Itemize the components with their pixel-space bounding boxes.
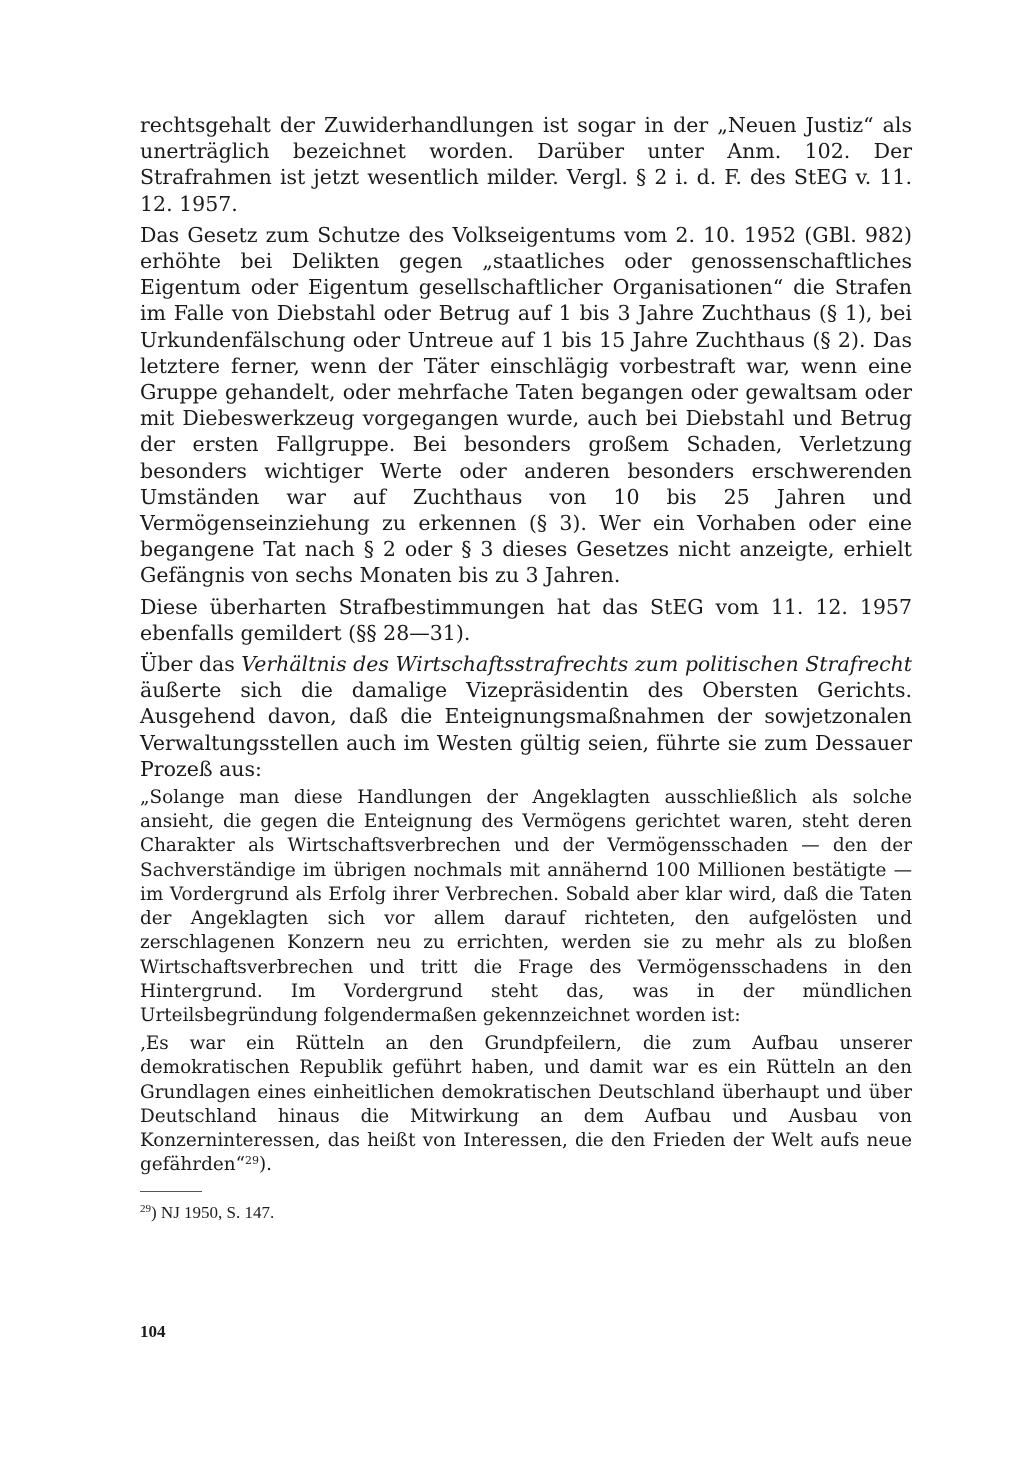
paragraph-steg-mitigation: Diese überharten Strafbestimmungen hat das StEG vom 11. 12. 1957 ebenfalls gemildert (§§ 28—31). xyxy=(140,594,912,645)
inner-quote-text: ‚Es war ein Rütteln an den Grundpfeilern, die zum Aufbau unserer demokratischen Republik geführt haben, und damit war es ein Rütteln an den Grundlagen eines einheitlichen demokratischen Deutschland überhaupt und über Deutschland hinaus die Mitwirkung an dem Aufbau und Ausbau von Konzerninteressen, das heißt von Interessen, die den Frieden der Welt aufs neue gefährden“ xyxy=(140,1033,912,1176)
para4-italic-phrase: Verhältnis des Wirtschaftsstrafrechts zum politischen Strafrecht xyxy=(241,652,913,677)
footnote-divider xyxy=(140,1191,202,1192)
footnote xyxy=(140,1202,912,1224)
footnote-reference: 29 xyxy=(244,1154,259,1168)
block-quote-dessau: „Solange man diese Handlungen der Angeklagten ausschließlich als solche ansieht, die gegen die Enteignung des Vermögens gerichtet waren, steht deren Charakter als Wirtschaftsverbrechen und der Vermögensschaden — den der Sachverständige im übrigen nochmals mit annähernd 100 Millionen bestätigte — im Vordergrund als Erfolg ihrer Verbrechen. Sobald aber klar wird, daß die Taten der Angeklagten sich vor allem darauf richteten, den aufgelösten und zerschlagenen Konzern neu zu errichten, werden sie zu mehr als zu bloßen Wirtschaftsverbrechen und tritt die Frage des Vermögensschadens in den Hintergrund. Im Vordergrund steht das, was in der mündlichen Urteilsbegründung folgendermaßen gekennzeichnet worden ist: xyxy=(140,787,912,1026)
footnote-marker: 29 xyxy=(140,1203,151,1216)
para4-rest: äußerte sich die damalige Vizepräsidentin des Obersten Gerichts. Ausgehend davon, daß die Enteignungsmaßnahmen der sowjetzonalen Verwaltungsstellen auch im Westen gültig seien, führte sie zum Dessauer Prozeß aus: xyxy=(140,678,912,781)
footnote-text: ) NJ 1950, S. 147. xyxy=(151,1203,275,1223)
paragraph-continuation: rechtsgehalt der Zuwiderhandlungen ist sogar in der „Neuen Justiz“ als unerträglich bezeichnet worden. Darüber unter Anm. 102. Der Strafrahmen ist jetzt wesentlich milder. Vergl. § 2 i. d. F. des StEG v. 11. 12. 1957. xyxy=(140,113,912,216)
block-quote-inner xyxy=(140,1032,912,1177)
para4-lead: Über das xyxy=(140,652,242,677)
paragraph-economic-vs-political xyxy=(140,651,912,782)
paragraph-volkseigentum-law: Das Gesetz zum Schutze des Volkseigentums vom 2. 10. 1952 (GBl. 982) erhöhte bei Delikten gegen „staatliches oder genossenschaftliches Eigentum oder Eigentum gesellschaftlicher Organisationen“ die Strafen im Falle von Diebstahl oder Betrug auf 1 bis 3 Jahre Zuchthaus (§ 1), bei Urkundenfälschung oder Untreue auf 1 bis 15 Jahre Zuchthaus (§ 2). Das letztere ferner, wenn der Täter einschlägig vorbestraft war, wenn eine Gruppe gehandelt, oder mehrfache Taten begangen oder gewaltsam oder mit Diebeswerkzeug vorgegangen wurde, auch bei Diebstahl und Betrug der ersten Fallgruppe. Bei besonders großem Schaden, Verletzung besonders wichtiger Werte oder anderen besonders erschwerenden Umständen war auf Zuchthaus von 10 bis 25 Jahren und Vermögenseinziehung zu erkennen (§ 3). Wer ein Vorhaben oder eine begangene Tat nach § 2 oder § 3 dieses Gesetzes nicht anzeigte, erhielt Gefängnis von sechs Monaten bis zu 3 Jahren. xyxy=(140,222,912,588)
page-number: 104 xyxy=(140,1322,166,1341)
inner-quote-tail: ). xyxy=(258,1154,272,1176)
page-body xyxy=(140,112,912,1224)
